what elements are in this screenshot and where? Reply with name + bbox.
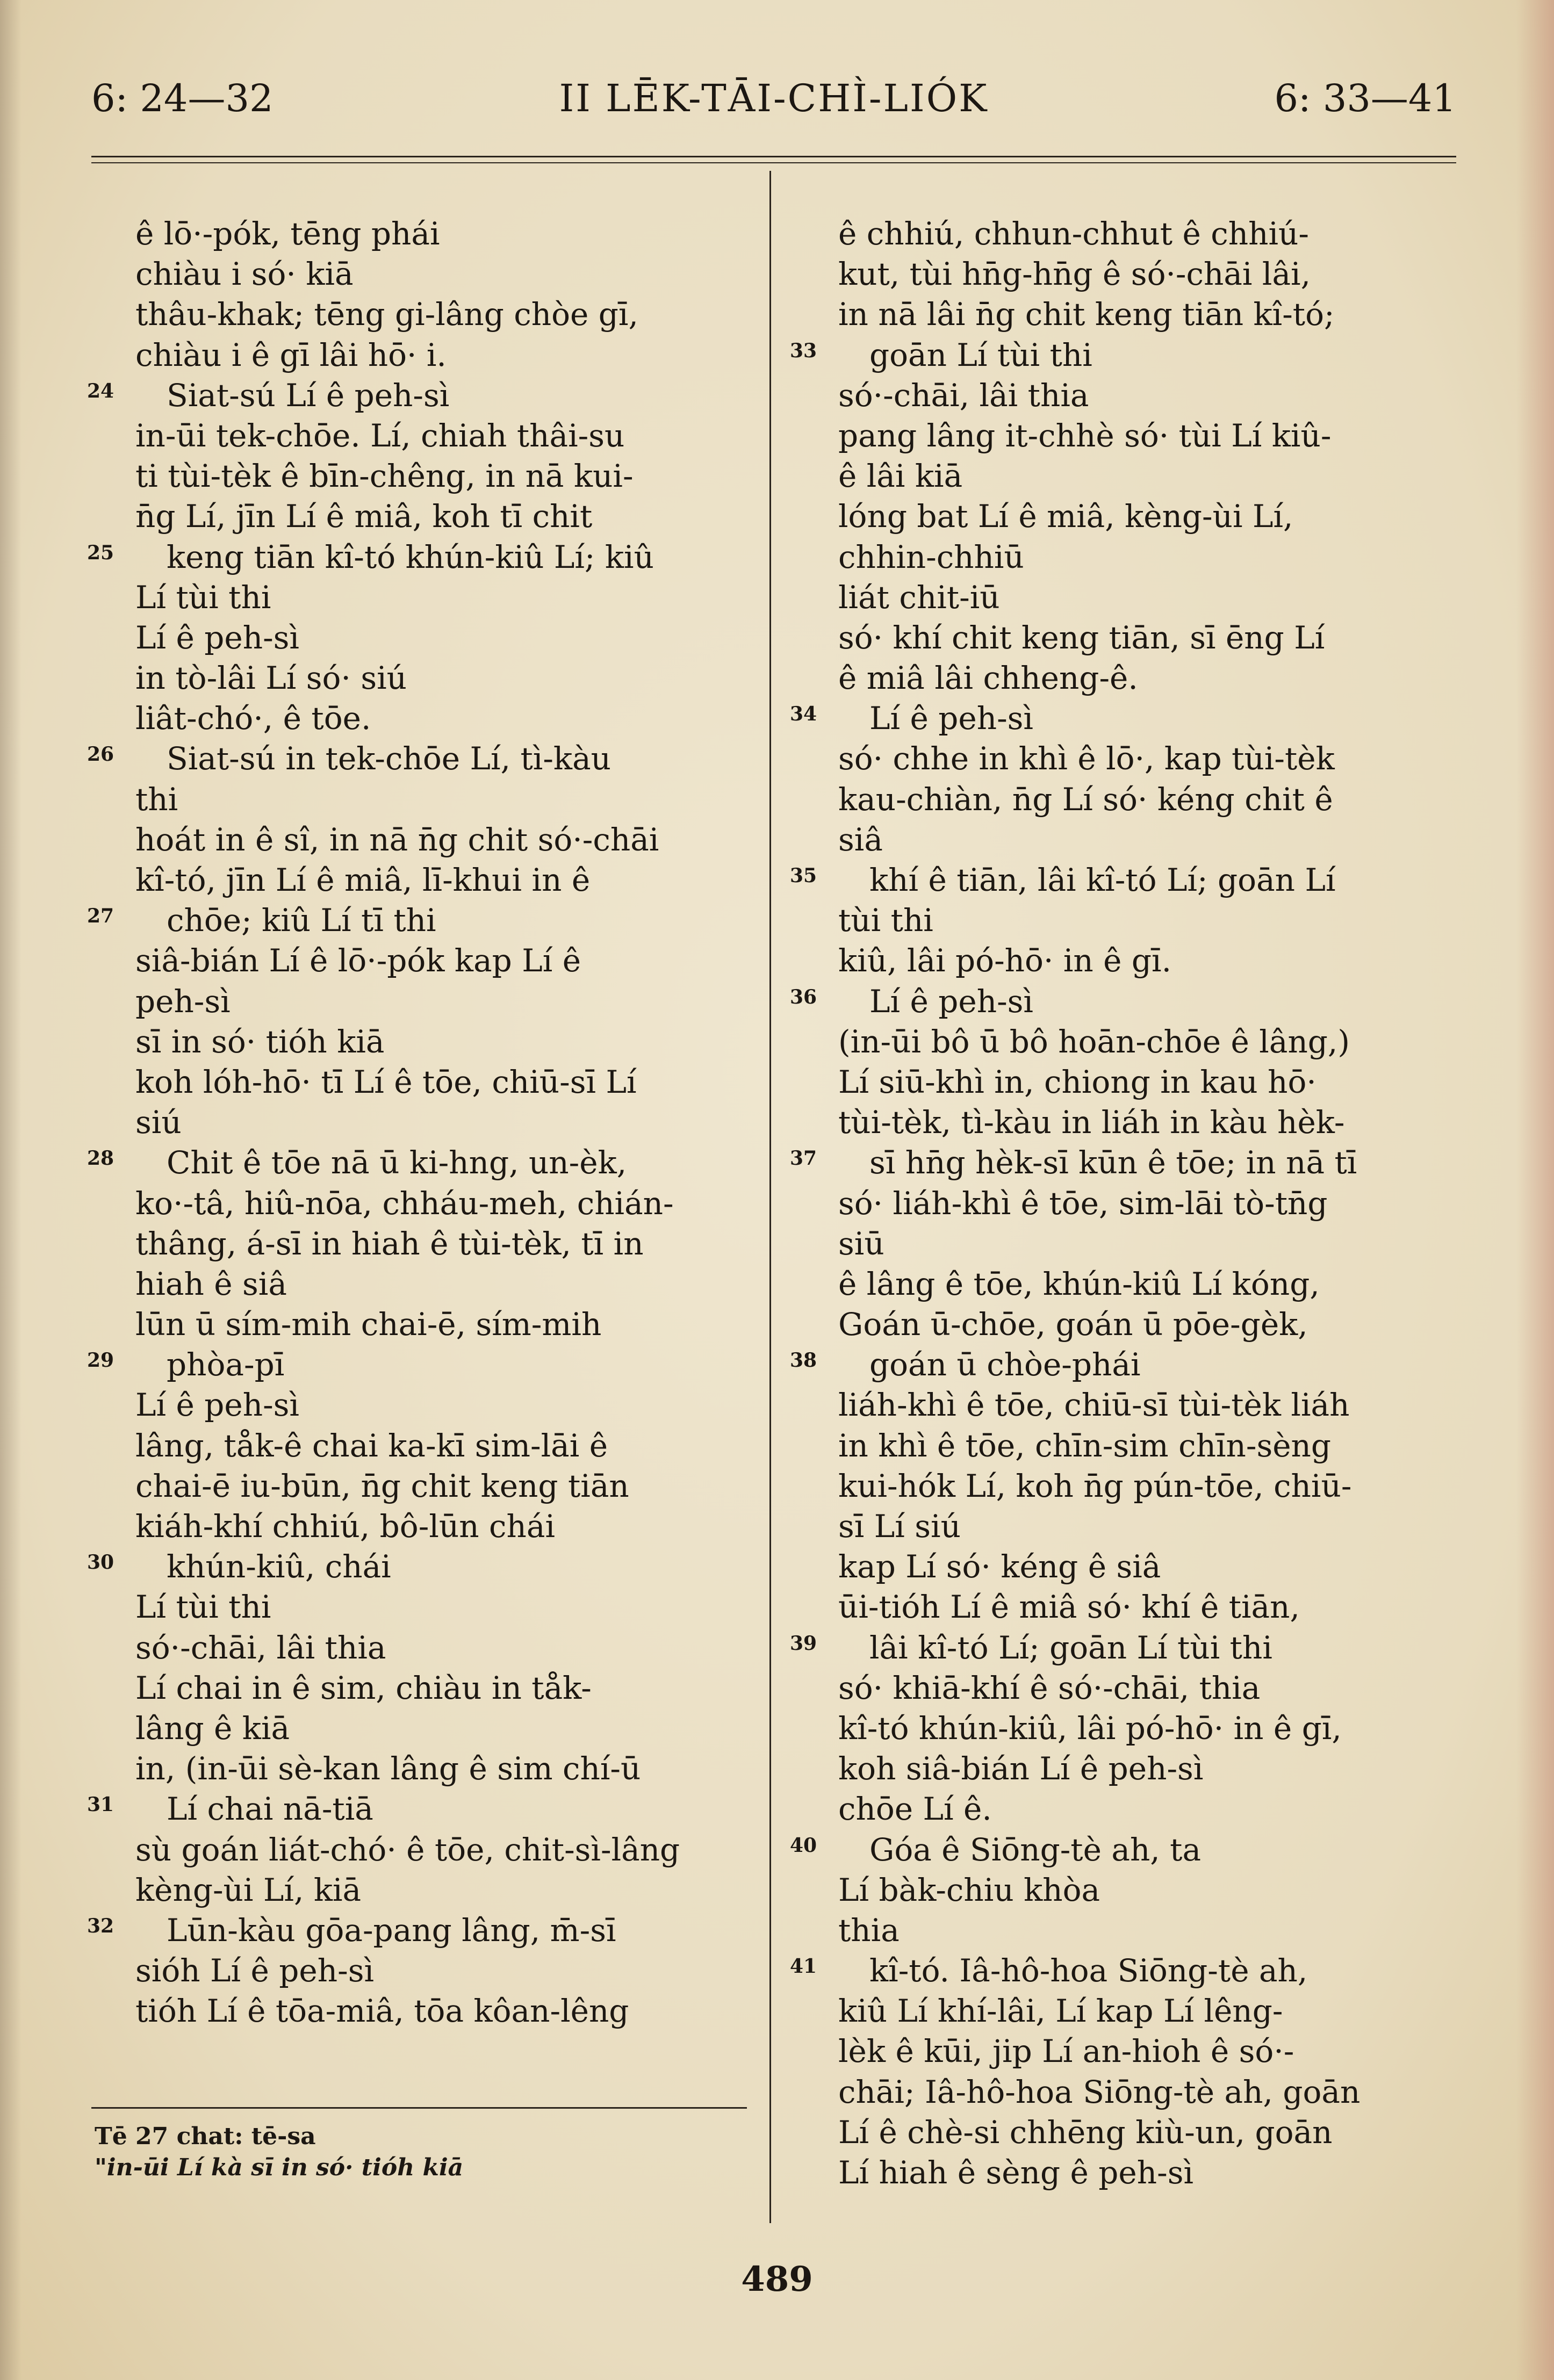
verse-number: 37 (790, 1147, 817, 1170)
line-text: lūn ū sím-mih chai-ē, sím-mih (135, 1306, 602, 1343)
text-line (87, 1345, 743, 1385)
verse-number: 31 (87, 1793, 114, 1816)
text-line (135, 1830, 743, 1870)
text-line (838, 820, 1445, 860)
text-line (135, 214, 743, 254)
text-line (838, 1385, 1445, 1425)
line-text: lâng, tåk-ê chai ka-kī sim-lāi ê (135, 1427, 608, 1464)
line-text: kèng-ùi Lí, kiā (135, 1871, 362, 1908)
verse-number: 26 (87, 743, 114, 766)
line-text: Lí bàk-chiu khòa (838, 1871, 1100, 1908)
text-line (838, 1264, 1445, 1304)
text-line (135, 1224, 743, 1264)
line-text: kî-tó, jīn Lí ê miâ, lī-khui in ê (135, 862, 591, 898)
text-line (135, 1264, 743, 1304)
text-line (87, 1910, 743, 1951)
line-text: Lí ê chè-si chhēng kiù-un, goān (838, 2114, 1333, 2151)
text-line (87, 1143, 743, 1183)
line-text: pang lâng it-chhè só· tùi Lí kiû- (838, 417, 1332, 454)
footnote-rule (91, 2107, 747, 2109)
verse-number: 27 (87, 905, 114, 928)
line-text: Chit ê tōe nā ū ki-hng, un-èk, (167, 1144, 627, 1181)
text-line (838, 294, 1445, 335)
line-text: in khì ê tōe, chīn-sim chīn-sèng (838, 1427, 1332, 1464)
page-stain-right (1516, 0, 1554, 2380)
line-text: Lí ê peh-sì (869, 700, 1033, 737)
line-text: kap Lí só· kéng ê siâ (838, 1548, 1161, 1585)
text-line (135, 1062, 743, 1102)
line-text: koh lóh-hō· tī Lí ê tōe, chiū-sī Lí (135, 1063, 637, 1100)
text-line (838, 456, 1445, 496)
text-line (87, 900, 743, 941)
left-column (87, 214, 743, 2031)
text-line (790, 335, 1445, 376)
header-rule-thin (91, 162, 1456, 163)
text-line (135, 1304, 743, 1345)
text-line (838, 1184, 1445, 1224)
text-line (790, 1143, 1445, 1183)
text-line (87, 1547, 743, 1587)
text-line (135, 780, 743, 820)
text-line (135, 456, 743, 496)
text-line (135, 1991, 743, 2031)
right-column (790, 214, 1445, 2193)
text-line (135, 1466, 743, 1506)
text-line (87, 537, 743, 578)
line-text: chōe Lí ê. (838, 1791, 992, 1828)
line-text: Siat-sú in tek-chōe Lí, tì-kàu (167, 740, 611, 777)
line-text: lâi kî-tó Lí; goān Lí tùi thi (869, 1629, 1272, 1666)
text-line (838, 537, 1445, 578)
text-line (135, 1587, 743, 1627)
text-line (135, 982, 743, 1022)
line-text: chiàu i ê gī lâi hō· i. (135, 336, 447, 373)
verse-number: 25 (87, 541, 114, 564)
line-text: Lí chai in ê sim, chiàu in tåk- (135, 1669, 592, 1706)
text-line (135, 1506, 743, 1547)
text-line (838, 376, 1445, 416)
text-line (87, 739, 743, 779)
line-text: Lí ê peh-sì (135, 619, 299, 656)
line-text: khí ê tiān, lâi kî-tó Lí; goān Lí (869, 862, 1336, 898)
line-text: kui-hók Lí, koh n̄g pún-tōe, chiū- (838, 1467, 1352, 1504)
line-text: kî-tó. Iâ-hô-hoa Siōng-tè ah, (869, 1952, 1308, 1989)
line-text: thia (838, 1912, 900, 1949)
line-text: siâ (838, 821, 883, 858)
line-text: Lí hiah ê sèng ê peh-sì (838, 2154, 1194, 2191)
verse-number: 33 (790, 339, 817, 362)
verse-number: 38 (790, 1349, 817, 1372)
running-header (91, 74, 1456, 122)
text-line (838, 2112, 1445, 2153)
text-line (838, 658, 1445, 698)
header-rule (91, 156, 1456, 157)
footnote-line-2: "in-ūi Lí kà sī in só· tióh kiā (95, 2154, 464, 2181)
page-shadow-left (0, 0, 21, 2380)
text-line (838, 416, 1445, 456)
line-text: koh siâ-bián Lí ê peh-sì (838, 1750, 1204, 1787)
line-text: liát chit-iū (838, 579, 1000, 616)
text-line (135, 335, 743, 376)
line-text: Lí siū-khì in, chiong in kau hō· (838, 1063, 1316, 1100)
text-line (838, 2072, 1445, 2112)
line-text: tióh Lí ê tōa-miâ, tōa kôan-lêng (135, 1993, 629, 2030)
line-text: in, (in-ūi sè-kan lâng ê sim chí-ū (135, 1750, 641, 1787)
line-text: Lí tùi thi (135, 1589, 271, 1626)
text-line (838, 900, 1445, 941)
text-line (790, 1830, 1445, 1870)
line-text: hoát in ê sî, in nā n̄g chit só·-chāi (135, 821, 659, 858)
text-line (838, 1466, 1445, 1506)
line-text: Góa ê Siōng-tè ah, ta (869, 1831, 1202, 1868)
line-text: tùi thi (838, 902, 933, 939)
verse-number: 28 (87, 1147, 114, 1170)
line-text: lèk ê kūi, jip Lí an-hioh ê só·- (838, 2033, 1294, 2070)
line-text: goān Lí tùi thi (869, 336, 1092, 373)
verse-number: 29 (87, 1349, 114, 1372)
text-line (135, 1708, 743, 1749)
header-book-title: II LĒK-TĀI-CHÌ-LIÓK (559, 76, 989, 120)
verse-number: 40 (790, 1834, 817, 1857)
text-line (135, 1426, 743, 1466)
verse-number: 34 (790, 703, 817, 726)
text-line (790, 698, 1445, 739)
line-text: ê lâng ê tōe, khún-kiû Lí kóng, (838, 1265, 1320, 1302)
column-divider (769, 171, 771, 2223)
text-line (135, 1749, 743, 1789)
text-line (838, 1426, 1445, 1466)
text-line (838, 254, 1445, 294)
line-text: thâu-khak; tēng gi-lâng chòe gī, (135, 296, 638, 333)
text-line (838, 1587, 1445, 1627)
line-text: chāi; Iâ-hô-hoa Siōng-tè ah, goān (838, 2073, 1361, 2110)
line-text: Lí chai nā-tiā (167, 1791, 373, 1828)
text-line (838, 739, 1445, 779)
text-line (135, 496, 743, 537)
verse-number: 32 (87, 1914, 114, 1937)
header-range-right: 6: 33—41 (1274, 76, 1456, 120)
text-line (135, 1385, 743, 1425)
line-text: Lūn-kàu gōa-pang lâng, m̄-sī (167, 1912, 616, 1949)
text-line (838, 1708, 1445, 1749)
line-text: Goán ū-chōe, goán ū pōe-gèk, (838, 1306, 1308, 1343)
line-text: siú (135, 1104, 182, 1141)
line-text: phòa-pī (167, 1346, 285, 1383)
verse-number: 35 (790, 864, 817, 887)
line-text: ê lâi kiā (838, 458, 963, 495)
line-text: só· chhe in khì ê lō·, kap tùi-tèk (838, 740, 1335, 777)
line-text: só·-chāi, lâi thia (135, 1629, 386, 1666)
line-text: in tò-lâi Lí só· siú (135, 660, 407, 697)
text-line (838, 1304, 1445, 1345)
line-text: n̄g Lí, jīn Lí ê miâ, koh tī chit (135, 498, 593, 535)
line-text: Lí ê peh-sì (869, 983, 1033, 1020)
text-line (838, 1506, 1445, 1547)
line-text: chhin-chhiū (838, 538, 1024, 575)
line-text: sù goán liát-chó· ê tōe, chit-sì-lâng (135, 1831, 680, 1868)
line-text: thâng, á-sī in hiah ê tùi-tèk, tī in (135, 1225, 644, 1262)
line-text: chiàu i só· kiā (135, 256, 354, 293)
verse-number: 30 (87, 1551, 114, 1574)
line-text: sióh Lí ê peh-sì (135, 1952, 375, 1989)
text-line (135, 860, 743, 900)
line-text: kiû, lâi pó-hō· in ê gī. (838, 942, 1172, 979)
verse-number: 36 (790, 985, 817, 1008)
line-text: in nā lâi n̄g chit keng tiān kî-tó; (838, 296, 1335, 333)
text-line (87, 1789, 743, 1829)
line-text: chai-ē iu-būn, n̄g chit keng tiān (135, 1467, 629, 1504)
line-text: hiah ê siâ (135, 1265, 287, 1302)
line-text: lóng bat Lí ê miâ, kèng-ùi Lí, (838, 498, 1293, 535)
line-text: kau-chiàn, n̄g Lí só· kéng chit ê (838, 781, 1333, 818)
line-text: kiû Lí khí-lâi, Lí kap Lí lêng- (838, 1993, 1283, 2030)
line-text: sī in só· tióh kiā (135, 1023, 385, 1060)
text-line (838, 2153, 1445, 2193)
text-line (838, 618, 1445, 658)
line-text: ê chhiú, chhun-chhut ê chhiú- (838, 215, 1309, 252)
text-line (838, 1062, 1445, 1102)
line-text: kut, tùi hn̄g-hn̄g ê só·-chāi lâi, (838, 256, 1311, 293)
text-line (838, 941, 1445, 981)
text-line (135, 1870, 743, 1910)
line-text: ko·-tâ, hiû-nōa, chháu-meh, chián- (135, 1185, 674, 1222)
text-line (838, 578, 1445, 618)
line-text: liáh-khì ê tōe, chiū-sī tùi-tèk liáh (838, 1387, 1350, 1424)
text-line (790, 860, 1445, 900)
line-text: ê miâ lâi chheng-ê. (838, 660, 1138, 697)
line-text: keng tiān kî-tó khún-kiû Lí; kiû (167, 538, 654, 575)
line-text: in-ūi tek-chōe. Lí, chiah thâi-su (135, 417, 625, 454)
text-line (790, 1628, 1445, 1668)
line-text: só· khí chit keng tiān, sī ēng Lí (838, 619, 1325, 656)
line-text: thi (135, 781, 178, 818)
line-text: lâng ê kiā (135, 1710, 290, 1747)
line-text: ê lō·-pók, tēng phái (135, 215, 440, 252)
text-line (135, 254, 743, 294)
line-text: goán ū chòe-phái (869, 1346, 1141, 1383)
line-text: tùi-tèk, tì-kàu in liáh in kàu hèk- (838, 1104, 1345, 1141)
line-text: Siat-sú Lí ê peh-sì (167, 377, 450, 414)
text-line (135, 1102, 743, 1143)
text-line (838, 1910, 1445, 1951)
header-range-left: 6: 24—32 (91, 76, 274, 120)
verse-number: 41 (790, 1955, 817, 1978)
text-line (838, 1991, 1445, 2031)
text-line (790, 1951, 1445, 1991)
line-text: chōe; kiû Lí tī thi (167, 902, 436, 939)
text-line (135, 820, 743, 860)
line-text: só· khiā-khí ê só·-chāi, thia (838, 1669, 1261, 1706)
line-text: kî-tó khún-kiû, lâi pó-hō· in ê gī, (838, 1710, 1342, 1747)
line-text: peh-sì (135, 983, 231, 1020)
text-line (838, 1789, 1445, 1829)
line-text: siū (838, 1225, 884, 1262)
text-line (135, 294, 743, 335)
text-line (790, 1345, 1445, 1385)
text-line (790, 982, 1445, 1022)
text-line (838, 780, 1445, 820)
text-line (838, 214, 1445, 254)
text-line (838, 1022, 1445, 1062)
text-line (135, 578, 743, 618)
text-line (135, 1628, 743, 1668)
line-text: Lí tùi thi (135, 579, 271, 616)
page-number: 489 (741, 2259, 813, 2299)
text-line (838, 1870, 1445, 1910)
text-line (838, 496, 1445, 537)
line-text: kiáh-khí chhiú, bô-lūn chái (135, 1508, 555, 1545)
footnote-line-1: Tē 27 chat: tē-sa (95, 2123, 316, 2150)
line-text: sī Lí siú (838, 1508, 961, 1545)
line-text: (in-ūi bô ū bô hoān-chōe ê lâng,) (838, 1023, 1350, 1060)
text-line (135, 658, 743, 698)
verse-number: 24 (87, 379, 114, 402)
text-line (135, 698, 743, 739)
text-line (838, 2031, 1445, 2072)
line-text: siâ-bián Lí ê lō·-pók kap Lí ê (135, 942, 581, 979)
text-line (838, 1102, 1445, 1143)
verse-number: 39 (790, 1632, 817, 1655)
line-text: khún-kiû, chái (167, 1548, 391, 1585)
line-text: liât-chó·, ê tōe. (135, 700, 371, 737)
line-text: ti tùi-tèk ê bīn-chêng, in nā kui- (135, 458, 634, 495)
text-line (135, 1022, 743, 1062)
text-line (838, 1749, 1445, 1789)
line-text: só· liáh-khì ê tōe, sim-lāi tò-tn̄g (838, 1185, 1328, 1222)
footnote (95, 2121, 750, 2183)
line-text: só·-chāi, lâi thia (838, 377, 1089, 414)
text-line (135, 941, 743, 981)
text-line (135, 1668, 743, 1708)
line-text: ūi-tióh Lí ê miâ só· khí ê tiān, (838, 1589, 1300, 1626)
text-line (135, 1184, 743, 1224)
text-line (135, 416, 743, 456)
text-line (135, 618, 743, 658)
text-line (135, 1951, 743, 1991)
text-line (838, 1224, 1445, 1264)
line-text: Lí ê peh-sì (135, 1387, 299, 1424)
line-text: sī hn̄g hèk-sī kūn ê tōe; in nā tī (869, 1144, 1357, 1181)
text-line (838, 1547, 1445, 1587)
text-line (838, 1668, 1445, 1708)
text-line (87, 376, 743, 416)
